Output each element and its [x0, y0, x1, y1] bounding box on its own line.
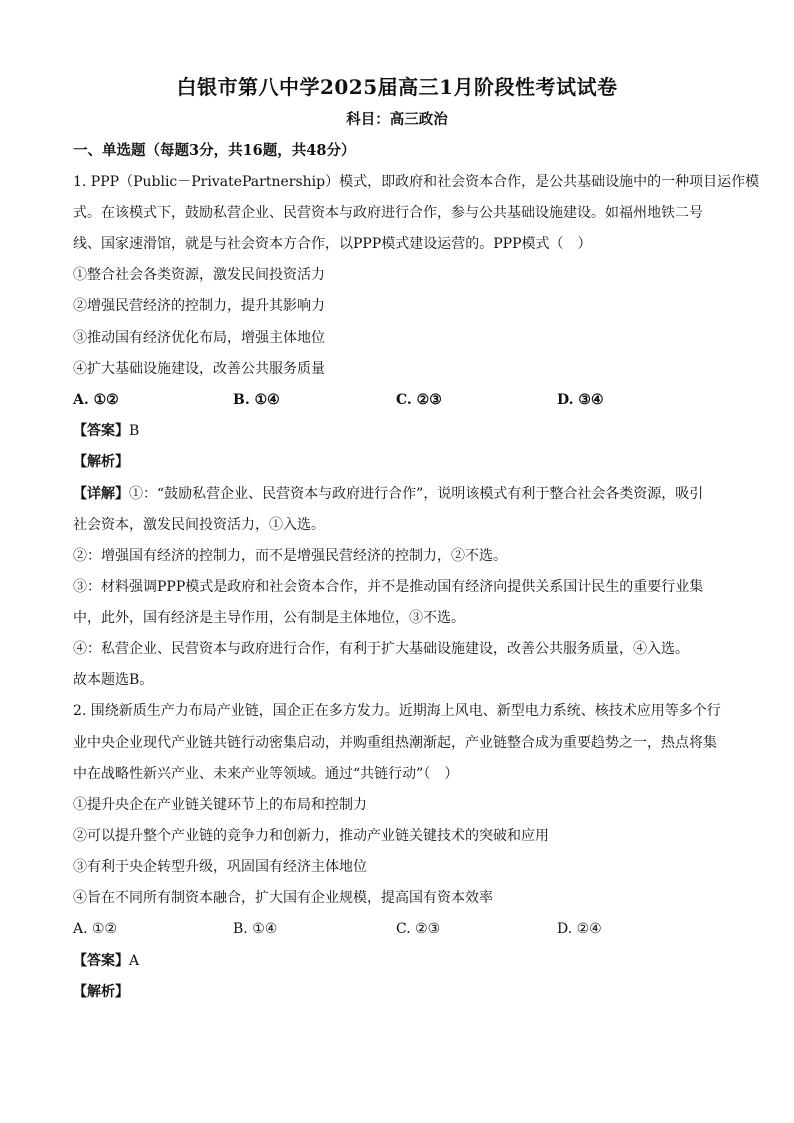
exam-title: 白银市第八中学2025届高三1月阶段性考试试卷 [176, 75, 618, 99]
q2-stem-line: 中在战略性新兴产业、未来产业等领域。通过“共链行动”（ ） [73, 766, 459, 782]
answer-tag: 【答案】 [73, 953, 129, 969]
q2-option-a: A. ①② [73, 921, 118, 937]
answer-value: A [129, 953, 140, 969]
q1-stem-line: 式。在该模式下，鼓励私营企业、民营资本与政府进行合作，参与公共基础设施建设。如福州地铁二号 [73, 205, 703, 221]
q2-option-d: D. ②④ [557, 921, 602, 937]
q1-item: ③推动国有经济优化布局，增强主体地位 [73, 330, 325, 346]
q1-item: ①整合社会各类资源，激发民间投资活力 [73, 267, 325, 283]
q1-item: ②增强民营经济的控制力，提升其影响力 [73, 298, 325, 314]
q1-detail-line [73, 484, 703, 504]
q1-detail-line: ④：私营企业、民营资本与政府进行合作，有利于扩大基础设施建设，改善公共服务质量，④入选。 [73, 641, 689, 657]
q1-analysis-tag: 【解析】 [73, 454, 129, 470]
q2-item: ①提升央企在产业链关键环节上的布局和控制力 [73, 797, 367, 813]
q2-item: ④旨在不同所有制资本融合，扩大国有企业规模，提高国有资本效率 [73, 890, 493, 906]
detail-tag: 【详解】 [73, 486, 129, 502]
q2-option-b: B. ①④ [233, 921, 278, 937]
section-heading: 一、单选题（每题3分，共16题，共48分） [73, 142, 356, 159]
q2-stem-line: 2. 围绕新质生产力布局产业链，国企正在多方发力。近期海上风电、新型电力系统、核技术应用等多个行 [73, 703, 721, 719]
q1-detail-line: ②：增强国有经济的控制力，而不是增强民营经济的控制力，②不选。 [73, 548, 507, 564]
q1-option-a: A. ①② [73, 392, 119, 408]
q1-detail-line: 故本题选B。 [73, 672, 154, 688]
q2-option-c: C. ②③ [396, 921, 441, 937]
answer-value: B [129, 423, 140, 439]
q2-item: ②可以提升整个产业链的竞争力和创新力，推动产业链关键技术的突破和应用 [73, 828, 549, 844]
q1-detail-line: ③：材料强调PPP模式是政府和社会资本合作，并不是推动国有经济向提供关系国计民生的重要行业集 [73, 579, 704, 595]
q2-answer [73, 951, 139, 971]
q2-item: ③有利于央企转型升级，巩固国有经济主体地位 [73, 859, 367, 875]
answer-tag: 【答案】 [73, 423, 129, 439]
q1-detail-line: 中，此外，国有经济是主导作用，公有制是主体地位，③不选。 [73, 610, 465, 626]
q1-item: ④扩大基础设施建设，改善公共服务质量 [73, 361, 325, 377]
q2-stem-line: 业中央企业现代产业链共链行动密集启动，并购重组热潮渐起，产业链整合成为重要趋势之一，热点将集 [73, 735, 717, 751]
q1-stem-line: 线、国家速滑馆，就是与社会资本方合作，以PPP模式建设运营的。PPP模式（ ） [73, 236, 592, 252]
detail-text: ①：“鼓励私营企业、民营资本与政府进行合作”，说明该模式有利于整合社会各类资源，吸引 [129, 486, 704, 502]
q1-answer [73, 421, 139, 441]
q1-option-b: B. ①④ [233, 392, 280, 408]
q1-stem-line: 1. PPP（Public－PrivatePartnership）模式，即政府和社会资本合作，是公共基础设施中的一种项目运作模 [73, 174, 760, 190]
q1-detail-line: 社会资本，激发民间投资活力，①入选。 [73, 517, 325, 533]
q1-option-c: C. ②③ [396, 392, 442, 408]
q2-analysis-tag: 【解析】 [73, 984, 129, 1000]
q1-option-d: D. ③④ [557, 392, 604, 408]
exam-subject: 科目：高三政治 [346, 111, 448, 128]
